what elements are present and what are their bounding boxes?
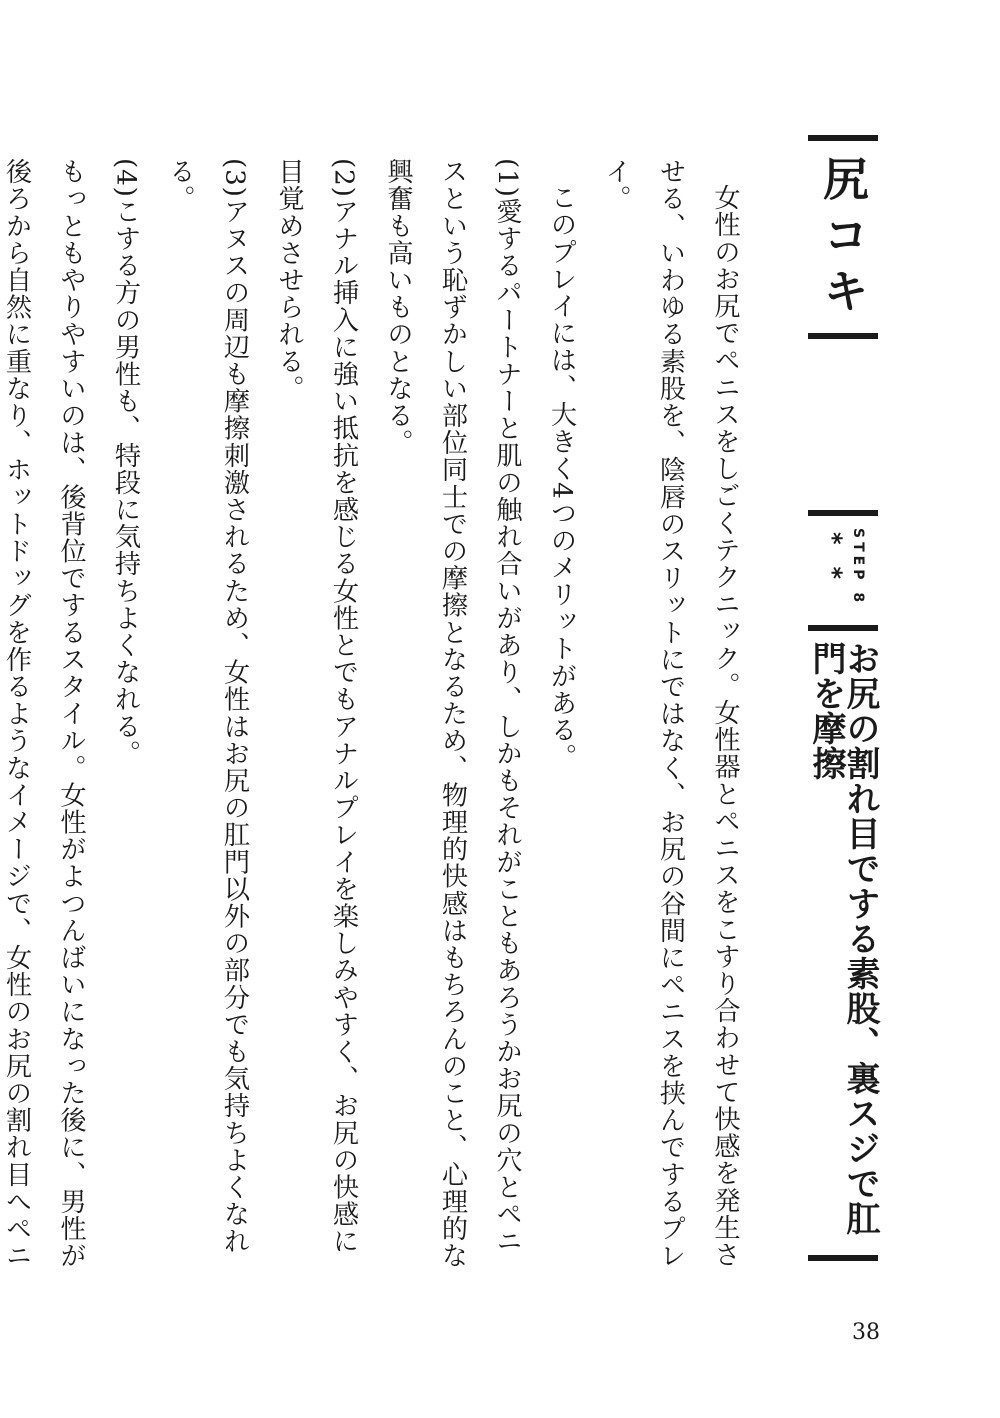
subtitle-block	[808, 625, 878, 1273]
subtitle: お尻の割れ目でする素股、裏スジで肛門を摩擦	[806, 641, 880, 1236]
list-item: (2)アナル挿入に強い抵抗を感じる女性とでもアナルプレイを楽しみやすく、お尻の快感に目覚めさせられる。	[274, 158, 359, 1255]
paragraph: 女性のお尻でペニスをしごくテクニック。女性器とペニスをこすり合わせて快感を発生させる、いわゆる素股を、陰唇のスリットにではなく、お尻の谷間にペニスを挟んでするプレイ。	[601, 158, 740, 1270]
title-bottom-rule	[808, 333, 878, 339]
body-text	[1, 158, 752, 1276]
list-item: (1)愛するパートナーと肌の触れ合いがあり、しかもそれがこともあろうかお尻の穴とペニスという恥ずかしい部位同士での摩擦となるため、物理的快感はもちろんのこと、心理的な興奮も高いものとなる。	[383, 158, 522, 1270]
page-number: 38	[852, 1320, 880, 1345]
subtitle-bottom-rule	[808, 1255, 878, 1261]
list-item: (3)アヌスの周辺も摩擦刺激されるため、女性はお尻の肛門以外の部分でも気持ちよくなれる。	[165, 158, 250, 1255]
section-title-block	[808, 135, 878, 339]
list-item: (4)こする方の男性も、特段に気持ちよくなれる。	[110, 158, 141, 767]
star-icon: **	[819, 532, 847, 602]
step-marker	[808, 510, 878, 616]
paragraph: このプレイには、大きく4つのメリットがある。	[546, 184, 577, 771]
step-label: STEP 8	[850, 528, 866, 607]
section-title: 尻コキ	[816, 155, 870, 323]
paragraph: もっともやりやすいのは、後背位でするスタイル。女性がよつんばいになった後に、男性が後ろから自然に重なり、ホットドッグを作るようなイメージで、女性のお尻の割れ目へペニ	[1, 158, 86, 1270]
